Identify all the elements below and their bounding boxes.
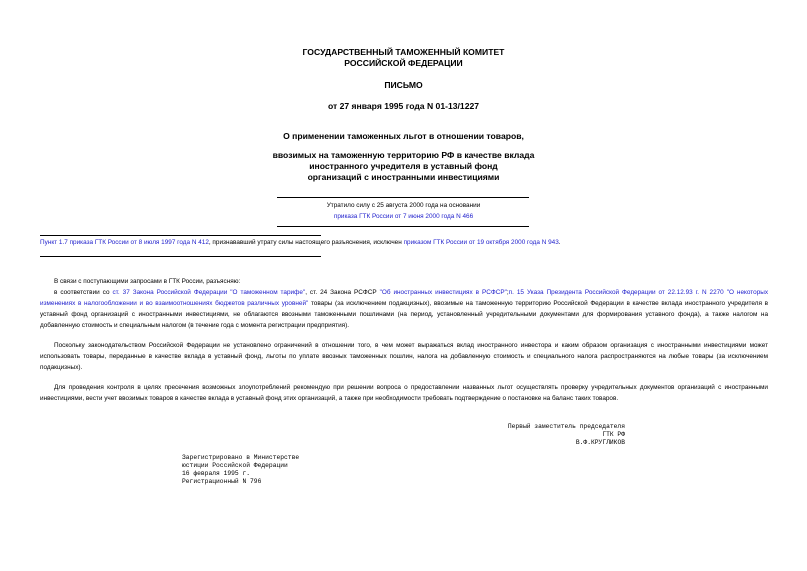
- investment-law-link[interactable]: "Об иностранных инвестициях в РСФСР": [379, 289, 507, 296]
- title-line2: ввозимых на таможенную территорию РФ в качестве вклада: [272, 150, 535, 160]
- signature-position: Первый заместитель председателя: [507, 423, 625, 430]
- registration-block: [182, 454, 382, 486]
- status-text: Утратило силу с 25 августа 2000 года на основании: [326, 202, 481, 209]
- paragraph-3: Для проведения контроля в целях пресечения возможных злоупотреблений рекомендую при решении вопроса о предоставлении названных льгот осуществлять проверку учредительных документов организаций с иностранными инвестициями, вести учет ввозимых товаров в качестве вклада в уставный фонд этих организаций, а также при необходимости требовать подтверждение о постановке на баланс таких товаров.: [40, 384, 768, 402]
- signature-block: [470, 423, 625, 447]
- decree-2270-link[interactable]: п. 15 Указа Президента Российской Федерации от 22.12.93 г. N 2270 "О некоторых изменениях в налогообложении и во взаимоотношениях бюджетов различных уровней": [40, 289, 769, 307]
- registration-line1: Зарегистрировано в Министерстве: [182, 454, 300, 461]
- document-date-number: от 27 января 1995 года N 01-13/1227: [327, 101, 480, 111]
- document-type: ПИСЬМО: [384, 80, 423, 90]
- signature-name: В.Ф.КРУГЛИКОВ: [575, 439, 625, 446]
- status-order-link[interactable]: приказа ГТК России от 7 июня 2000 года N 466: [333, 213, 474, 220]
- paragraph-2: Поскольку законодательством Российской Федерации не установлено ограничений в отношении того, в чем может выражаться вклад иностранного инвестора и каким образом организация с иностранными инвестициями может использовать товары, переданные в качестве вклада в уставный фонд, льготы по уплате ввозных таможенных пошлин, налога на добавленную стоимость и специального налога распространяются на любые товары (за исключением подакцизных).: [40, 342, 768, 371]
- title-line1: О применении таможенных льгот в отношении товаров,: [283, 131, 524, 141]
- tariff-law-link[interactable]: ст. 37 Закона Российской Федерации "О таможенном тарифе": [112, 289, 306, 296]
- note-paragraph-link[interactable]: Пункт 1.7: [40, 239, 68, 246]
- divider-bottom: [277, 226, 529, 227]
- paragraph-1: в соответствии со ст. 37 Закона Российской Федерации "О таможенном тарифе", ст. 24 Закона РСФСР "Об иностранных инвестициях в РСФСР";п. 15 Указа Президента Российской Федерации от 22.12.93 г. N 2270 "О некоторых изменениях в налогообложении и во взаимоотношениях бюджетов различных уровней" товары (за исключением подакцизных), ввозимые на таможенную территорию Российской Федерации в качестве вклада иностранного учредителя в уставный фонд организаций с иностранными инвестициями, не облагаются ввозными таможенными пошлинами (на период, установленный учредительными документами для формирования уставного фонда), а также налогом на добавленную стоимость и специальным налогом (в течение года с момента регистрации предприятия).: [40, 289, 769, 329]
- title-line4: организаций с иностранными инвестициями: [307, 172, 500, 182]
- note-order-2000-link[interactable]: приказом ГТК России от 19 октября 2000 года N 943: [403, 239, 559, 246]
- paragraph-intro: В связи с поступающими запросами в ГТК России, разъясняю:: [54, 278, 241, 285]
- agency-name-line2: РОССИЙСКОЙ ФЕДЕРАЦИИ: [344, 58, 463, 68]
- registration-line2: юстиции Российской Федерации: [182, 462, 288, 469]
- title-line3: иностранного учредителя в уставный фонд: [309, 161, 498, 171]
- note-order-1997-link[interactable]: приказа ГТК России от 8 июля 1997 года N 412: [69, 239, 209, 246]
- registration-date: 16 февраля 1995 г.: [182, 470, 251, 477]
- footnote-divider-top: [40, 235, 321, 236]
- signature-agency: ГТК РФ: [602, 431, 625, 438]
- footnote-divider-bottom: [40, 256, 321, 257]
- registration-number: Регистрационный N 796: [182, 478, 262, 485]
- agency-name-line1: ГОСУДАРСТВЕННЫЙ ТАМОЖЕННЫЙ КОМИТЕТ: [302, 47, 505, 57]
- divider-top: [277, 197, 529, 198]
- amendment-note: Пункт 1.7 приказа ГТК России от 8 июля 1997 года N 412, признававший утрату силы настоящего разъяснения, исключен приказом ГТК России от 19 октября 2000 года N 943.: [40, 239, 561, 246]
